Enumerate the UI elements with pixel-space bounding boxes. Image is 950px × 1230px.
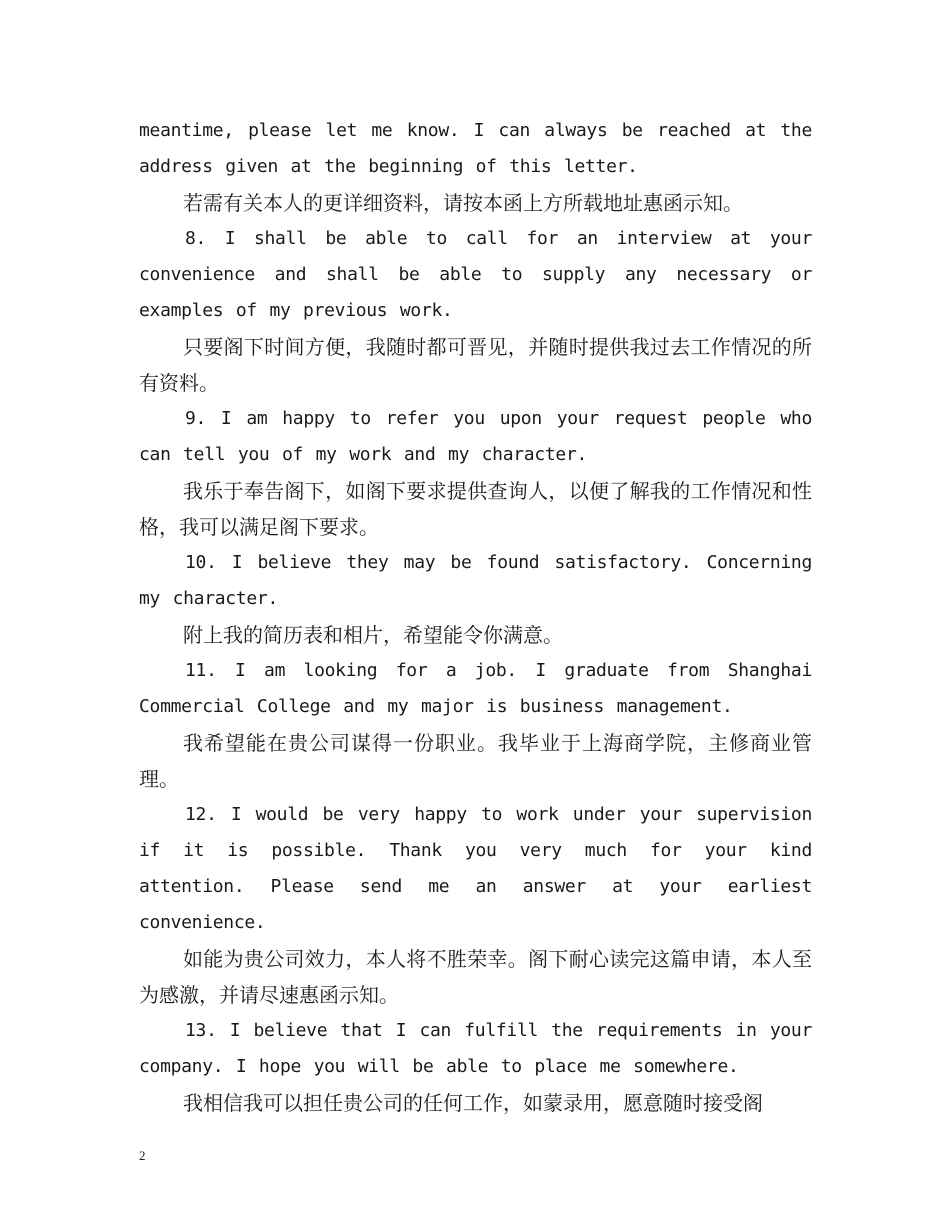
document-body [139, 113, 812, 1121]
paragraph-en-item-8: 8. I shall be able to call for an interview at your convenience and shall be able to supply any necessary or examples of my previous work. [139, 228, 812, 321]
paragraph-zh-translation: 如能为贵公司效力，本人将不胜荣幸。阁下耐心读完这篇申请，本人至为感激，并请尽速惠函示知。 [139, 947, 812, 1007]
paragraph-zh-translation: 只要阁下时间方便，我随时都可晋见，并随时提供我过去工作情况的所有资料。 [139, 335, 812, 395]
page-number: 2 [139, 1148, 146, 1163]
paragraph-en-item-10: 10. I believe they may be found satisfactory. Concerning my character. [139, 552, 812, 609]
paragraph-en-item-9: 9. I am happy to refer you upon your request people who can tell you of my work and my character. [139, 408, 812, 465]
paragraph-zh-translation: 附上我的简历表和相片，希望能令你满意。 [183, 623, 563, 647]
paragraph-en-item-13: 13. I believe that I can fulfill the requirements in your company. I hope you will be able to place me somewhere. [139, 1020, 812, 1077]
paragraph-en-item-11: 11. I am looking for a job. I graduate from Shanghai Commercial College and my major is business management. [139, 660, 812, 717]
paragraph-zh-translation: 若需有关本人的更详细资料，请按本函上方所载地址惠函示知。 [183, 191, 743, 215]
paragraph-zh-translation: 我相信我可以担任贵公司的任何工作，如蒙录用，愿意随时接受阁 [183, 1091, 763, 1115]
paragraph-zh-translation: 我乐于奉告阁下，如阁下要求提供查询人，以便了解我的工作情况和性格，我可以满足阁下要求。 [139, 479, 812, 539]
paragraph-en-continuation: meantime, please let me know. I can always be reached at the address given at the beginning of this letter. [139, 120, 812, 177]
paragraph-en-item-12: 12. I would be very happy to work under your supervision if it is possible. Thank you very much for your kind attention. Please send me an answer at your earliest convenience. [139, 804, 812, 933]
paragraph-zh-translation: 我希望能在贵公司谋得一份职业。我毕业于上海商学院，主修商业管理。 [139, 731, 812, 791]
